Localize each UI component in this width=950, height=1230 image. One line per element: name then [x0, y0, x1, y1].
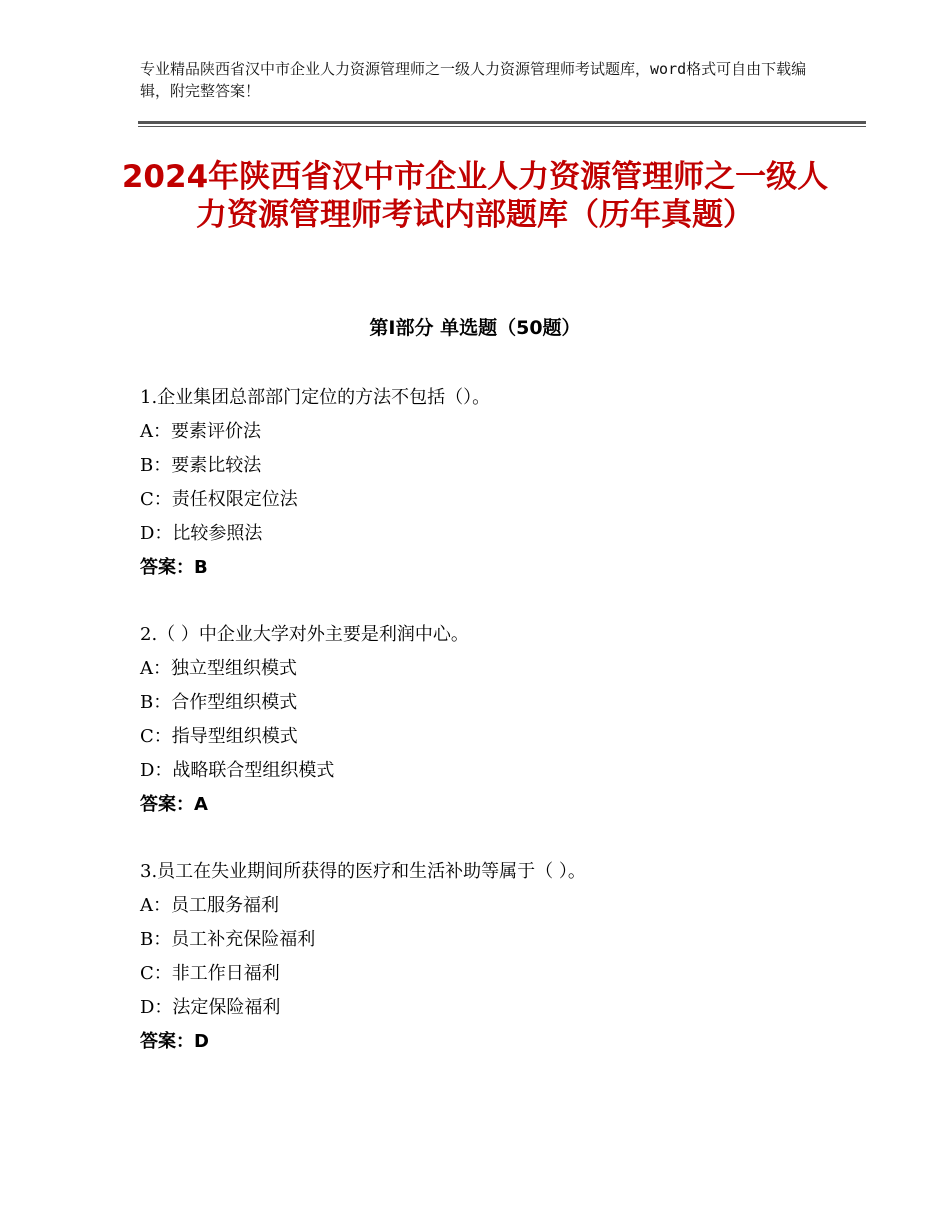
- option-d: D：比较参照法: [140, 523, 263, 544]
- header-note: 专业精品陕西省汉中市企业人力资源管理师之一级人力资源管理师考试题库，word格式可自由下载编辑，附完整答案！: [140, 60, 807, 100]
- option-d: D：法定保险福利: [140, 997, 281, 1018]
- question-stem: 2.（ ）中企业大学对外主要是利润中心。: [140, 624, 469, 645]
- question-1: [140, 381, 860, 585]
- header-divider-thin: [138, 126, 866, 127]
- question-stem: 1.企业集团总部部门定位的方法不包括（）。: [140, 387, 491, 408]
- option-d: D：战略联合型组织模式: [140, 760, 335, 781]
- answer-line: 答案：A: [140, 794, 208, 815]
- question-list: [140, 381, 860, 1092]
- question-3: [140, 855, 860, 1059]
- option-a: A：要素评价法: [140, 421, 261, 442]
- section-title: 第Ⅰ部分 单选题（50题）: [369, 317, 581, 339]
- option-a: A：员工服务福利: [140, 895, 279, 916]
- answer-line: 答案：B: [140, 557, 208, 578]
- header-divider-thick: [138, 121, 866, 124]
- answer-line: 答案：D: [140, 1031, 209, 1052]
- question-stem: 3.员工在失业期间所获得的医疗和生活补助等属于（ ）。: [140, 861, 586, 882]
- option-b: B：员工补充保险福利: [140, 929, 316, 950]
- option-b: B：要素比较法: [140, 455, 262, 476]
- option-c: C：指导型组织模式: [140, 726, 298, 747]
- option-a: A：独立型组织模式: [140, 658, 297, 679]
- option-c: C：责任权限定位法: [140, 489, 298, 510]
- option-b: B：合作型组织模式: [140, 692, 298, 713]
- option-c: C：非工作日福利: [140, 963, 280, 984]
- document-title: 2024年陕西省汉中市企业人力资源管理师之一级人力资源管理师考试内部题库（历年真题）: [121, 159, 829, 233]
- question-2: [140, 618, 860, 822]
